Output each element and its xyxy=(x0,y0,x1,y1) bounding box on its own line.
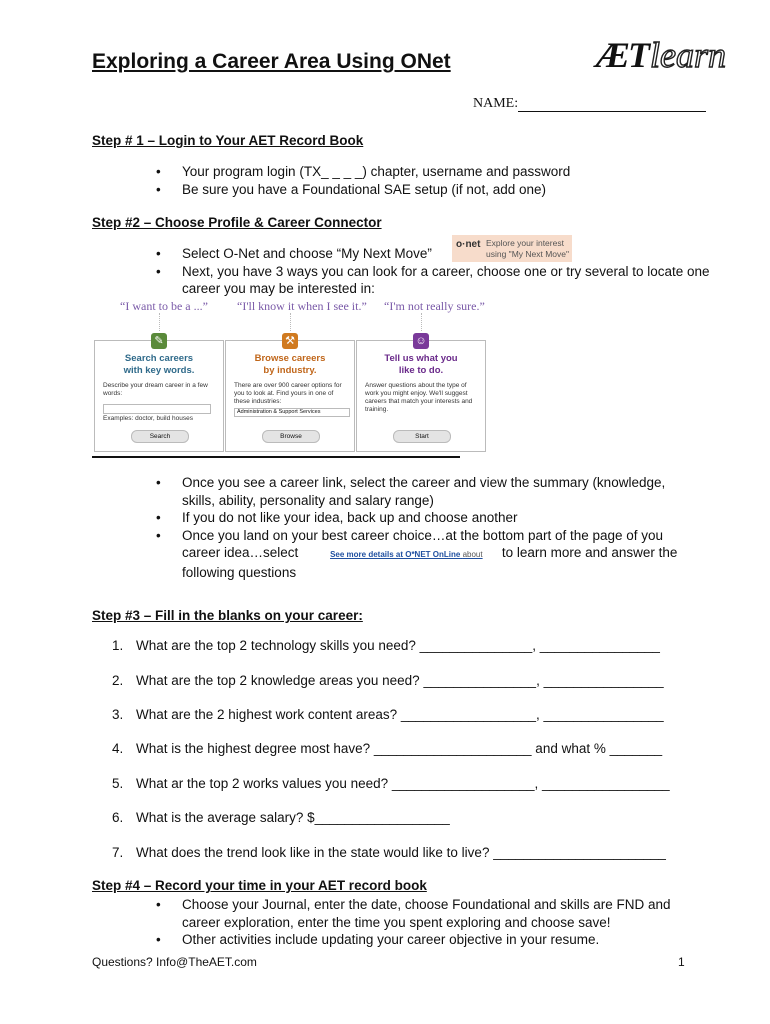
onet-badge-text xyxy=(486,238,569,260)
question-text: What is the average salary? $__________________ xyxy=(136,810,450,825)
question-item[interactable]: 4. What is the highest degree most have? _____________________ and what % _______ xyxy=(112,741,663,756)
card-heading-line-1: Browse careers xyxy=(254,353,326,364)
step1-heading: Step # 1 – Login to Your AET Record Book xyxy=(92,133,364,148)
step1-list xyxy=(156,163,696,198)
connector-line xyxy=(290,313,291,331)
last-bullet-line-2a: career idea…select xyxy=(182,545,299,560)
step4-list xyxy=(156,896,701,949)
list-item: • Your program login (TX_ _ _ _) chapter, username and password xyxy=(156,163,696,181)
keyword-input[interactable] xyxy=(103,404,211,414)
onet-badge-image xyxy=(452,235,572,262)
last-bullet-line-3: following questions xyxy=(182,564,297,580)
last-bullet-line-1: Once you land on your best career choice…at the bottom part of the page of you xyxy=(182,527,664,543)
step4-heading: Step #4 – Record your time in your AET record book xyxy=(92,878,427,893)
onet-online-link[interactable] xyxy=(330,546,498,564)
quote-want: “I want to be a ...” xyxy=(120,299,208,313)
browse-careers-card xyxy=(225,335,355,452)
logo-learn: learn xyxy=(649,35,726,75)
step3-heading: Step #3 – Fill in the blanks on your career: xyxy=(92,608,363,623)
browse-button[interactable]: Browse xyxy=(262,430,320,443)
card-description: Describe your dream career in a few words: xyxy=(103,382,208,397)
step2-list xyxy=(156,245,711,298)
list-item: • Next, you have 3 ways you can look for a career, choose one or try several to locate one career you may be interested in: xyxy=(156,263,711,298)
wrench-icon: ✎ xyxy=(151,333,167,349)
page-title: Exploring a Career Area Using ONet xyxy=(92,50,451,73)
question-text: What are the top 2 technology skills you need? _______________, ________________ xyxy=(136,638,660,653)
question-text: What does the trend look like in the state would like to live? _______________________ xyxy=(136,845,666,860)
card-heading-line-1: Search careers xyxy=(124,353,194,364)
step2-heading: Step #2 – Choose Profile & Career Connector xyxy=(92,215,382,230)
question-item[interactable]: 3. What are the 2 highest work content areas? __________________, ________________ xyxy=(112,707,664,722)
person-icon: ☺ xyxy=(413,333,429,349)
name-field[interactable] xyxy=(473,96,706,112)
connector-line xyxy=(421,313,422,331)
question-text: What are the top 2 knowledge areas you need? _______________, ________________ xyxy=(136,673,664,688)
tell-us-card xyxy=(356,335,486,452)
list-item xyxy=(156,527,696,582)
onet-badge-text-1: Explore your interest xyxy=(486,238,564,248)
start-button[interactable]: Start xyxy=(393,430,451,443)
question-item[interactable]: 2. What are the top 2 knowledge areas you need? _______________, ________________ xyxy=(112,673,664,688)
onet-online-link-text[interactable]: See more details at O*NET OnLine xyxy=(330,550,461,559)
list-item: • Once you see a career link, select the career and view the summary (knowledge, skills, ability, personality and salary range) xyxy=(156,474,696,509)
question-text: What is the highest degree most have? _____________________ and what % _______ xyxy=(136,741,663,756)
card-heading xyxy=(95,353,223,377)
divider xyxy=(92,456,460,458)
list-item: • Select O-Net and choose “My Next Move” xyxy=(156,245,711,263)
question-item[interactable]: 7. What does the trend look like in the state would like to live? _______________________ xyxy=(112,845,666,860)
footer-contact: Questions? Info@TheAET.com xyxy=(92,955,257,969)
card-heading-line-2: with key words. xyxy=(123,365,195,376)
worker-icon: ⚒ xyxy=(282,333,298,349)
card-example: Examples: doctor, build houses xyxy=(103,415,193,422)
list-item: • Be sure you have a Foundational SAE setup (if not, add one) xyxy=(156,181,696,199)
card-description: There are over 900 career options for you to look at. Find yours in one of these industries: xyxy=(234,382,342,405)
quote-know: “I'll know it when I see it.” xyxy=(237,299,367,313)
page-number: 1 xyxy=(678,955,685,969)
quote-unsure: “I'm not really sure.” xyxy=(384,299,485,313)
name-label: NAME: xyxy=(473,96,519,111)
list-item: • Choose your Journal, enter the date, choose Foundational and skills are FND and career exploration, enter the time you spent exploring and choose save! xyxy=(156,896,701,931)
search-careers-card xyxy=(94,335,224,452)
step2-list-2 xyxy=(156,474,696,581)
link-about: about xyxy=(462,550,483,559)
list-item: • If you do not like your idea, back up and choose another xyxy=(156,509,696,527)
name-line[interactable] xyxy=(518,111,706,112)
onet-badge-text-2: using "My Next Move" xyxy=(486,249,570,259)
search-button[interactable]: Search xyxy=(131,430,189,443)
question-text: What ar the top 2 works values you need? ___________________, _________________ xyxy=(136,776,670,791)
last-bullet-line-2b: to learn more and answer the xyxy=(501,545,678,560)
industry-select[interactable]: Administration & Support Services xyxy=(234,408,350,417)
card-heading-line-1: Tell us what you xyxy=(384,353,458,364)
question-item[interactable]: 1. What are the top 2 technology skills you need? _______________, ________________ xyxy=(112,638,660,653)
connector-line xyxy=(159,313,160,331)
aet-learn-logo xyxy=(596,34,726,76)
card-heading-line-2: like to do. xyxy=(398,365,444,376)
card-heading-line-2: by industry. xyxy=(263,365,317,376)
card-heading xyxy=(357,353,485,377)
list-item: • Other activities include updating your career objective in your resume. xyxy=(156,931,701,949)
card-heading xyxy=(226,353,354,377)
onet-logo: o·net xyxy=(456,239,481,250)
logo-aet: ÆT xyxy=(596,35,648,75)
question-item[interactable]: 6. What is the average salary? $__________________ xyxy=(112,810,450,825)
question-text: What are the 2 highest work content areas? __________________, ________________ xyxy=(136,707,664,722)
question-item[interactable]: 5. What ar the top 2 works values you need? ___________________, _________________ xyxy=(112,776,670,791)
card-description: Answer questions about the type of work you might enjoy. We'll suggest careers that match your interests and training. xyxy=(365,382,473,413)
